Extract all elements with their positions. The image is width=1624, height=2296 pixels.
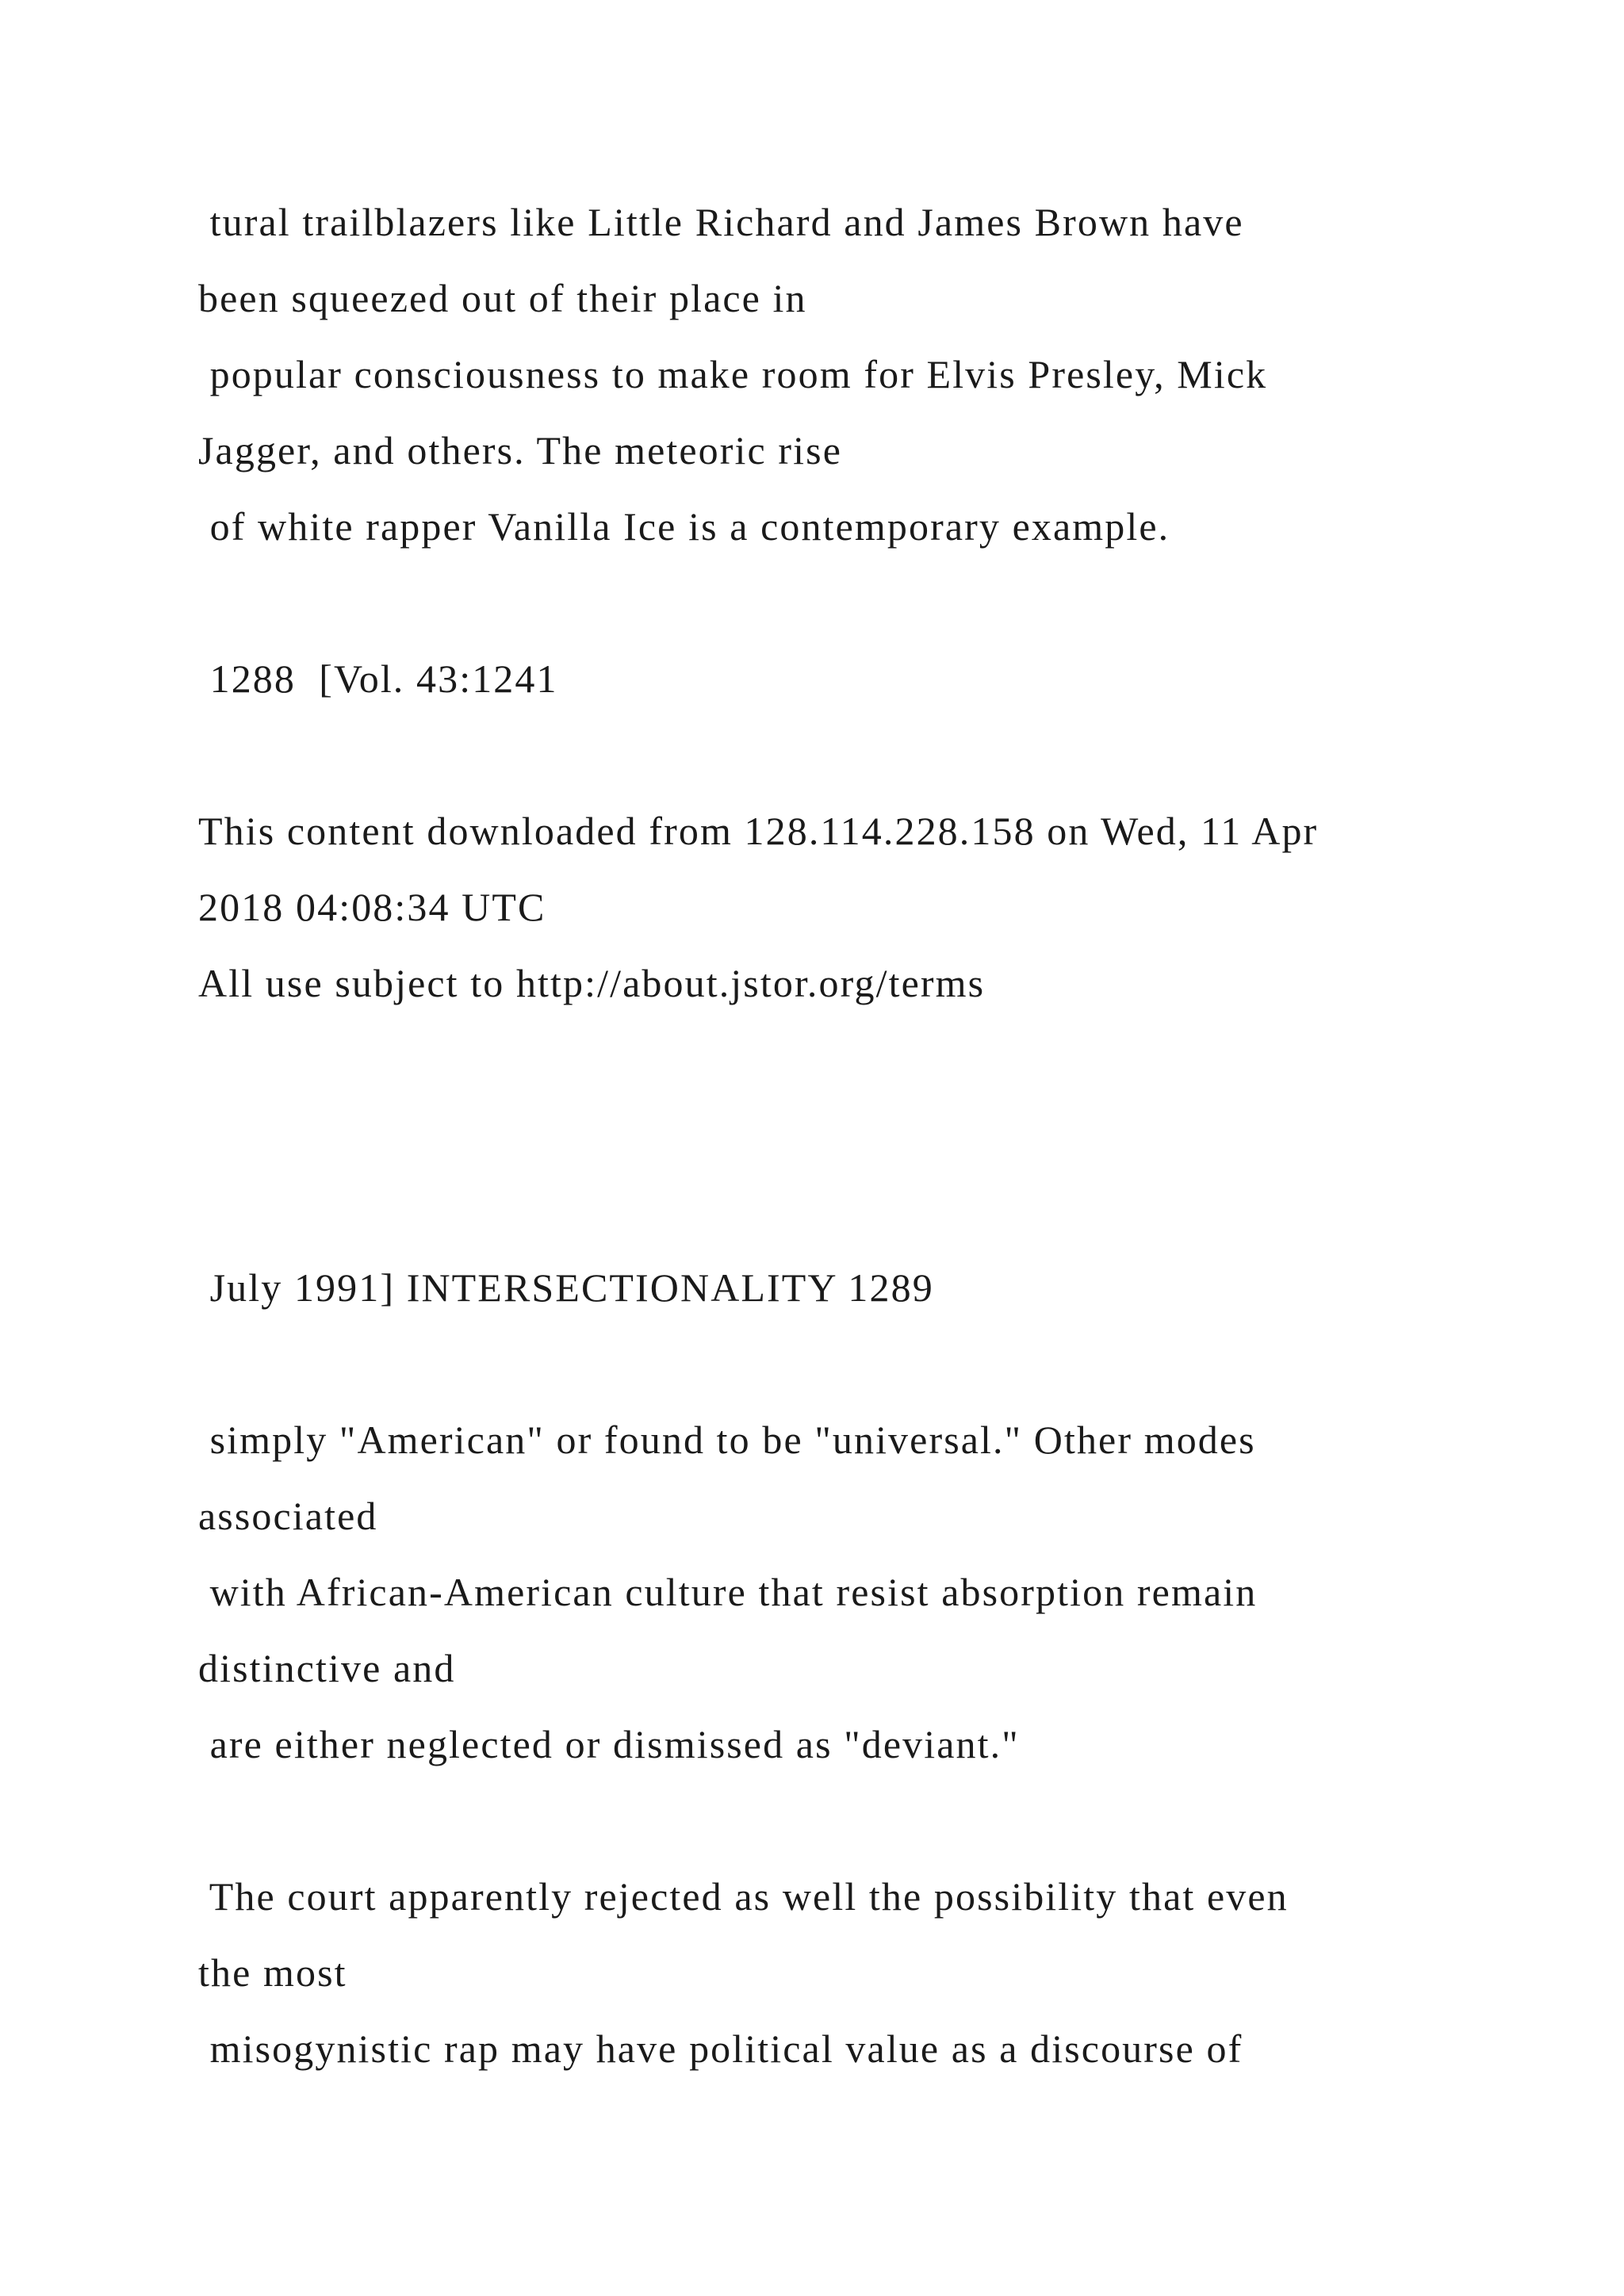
body-text-line: Jagger, and others. The meteoric rise xyxy=(198,428,843,473)
jstor-download-notice: This content downloaded from 128.114.228.158 on Wed, 11 Apr xyxy=(198,809,1319,853)
body-text-line: associated xyxy=(198,1494,378,1538)
body-text-line: simply "American" or found to be "universal." Other modes xyxy=(198,1418,1256,1462)
body-text-line: popular consciousness to make room for Elvis Presley, Mick xyxy=(198,352,1268,396)
body-text-line: with African-American culture that resist absorption remain xyxy=(198,1570,1258,1614)
jstor-download-notice: 2018 04:08:34 UTC xyxy=(198,885,546,929)
body-text-line: tural trailblazers like Little Richard and James Brown have xyxy=(198,200,1244,244)
body-text-line: misogynistic rap may have political value as a discourse of xyxy=(198,2026,1243,2071)
jstor-terms-notice: All use subject to http://about.jstor.org/terms xyxy=(198,961,986,1005)
body-text-line: been squeezed out of their place in xyxy=(198,276,807,320)
body-text-line: The court apparently rejected as well the possibility that even xyxy=(198,1874,1289,1919)
body-text-line: distinctive and xyxy=(198,1646,456,1690)
body-text-line: are either neglected or dismissed as "deviant." xyxy=(198,1722,1020,1766)
body-text-line: the most xyxy=(198,1950,347,1995)
running-header: July 1991] INTERSECTIONALITY 1289 xyxy=(198,1265,934,1310)
body-text-line: of white rapper Vanilla Ice is a contemporary example. xyxy=(198,504,1170,549)
page-number-header: 1288 [Vol. 43:1241 xyxy=(198,656,558,701)
